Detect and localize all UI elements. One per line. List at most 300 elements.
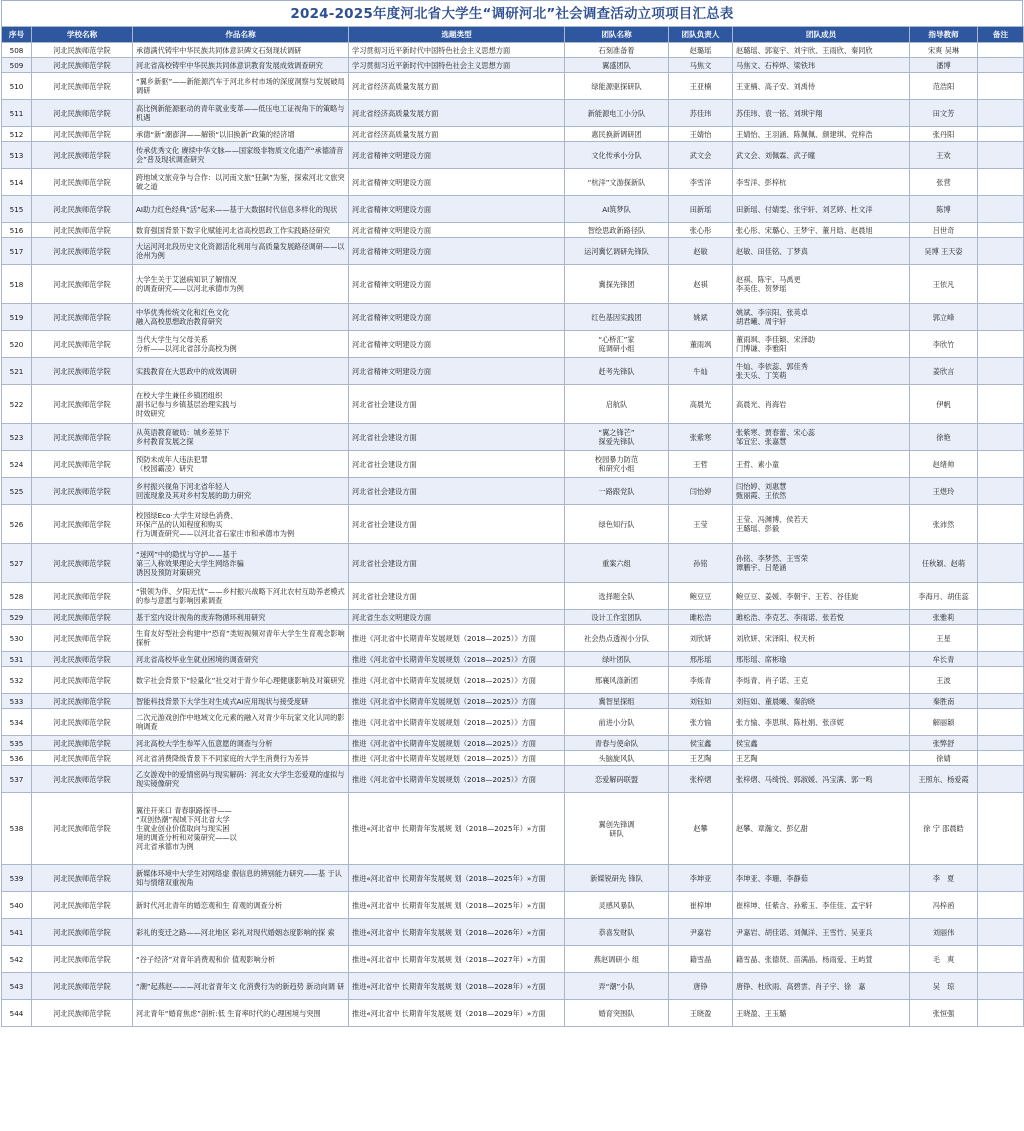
table-cell-no: 544 [2, 1000, 32, 1027]
table-cell-leader: 武文会 [669, 142, 733, 169]
table-cell-team: 重案六组 [565, 544, 669, 583]
table-cell-advisor: 张丹阳 [910, 127, 978, 142]
table-cell-work: 在校大学生兼任乡镇团组织 副书记参与乡镇基层治理实践与 时效研究 [133, 385, 349, 424]
table-cell-work: 翼往开来口 青春职路探寻—— “双创热潮”视域下河北省大学 生就业创业价值取向与现实困 境的调查分析和对策研究——以 河北省承德市为例 [133, 793, 349, 865]
table-cell-note [978, 385, 1024, 424]
table-row [2, 73, 1024, 100]
table-cell-note [978, 892, 1024, 919]
table-cell-team: 婚育突围队 [565, 1000, 669, 1027]
table-cell-leader: 王莹 [669, 505, 733, 544]
table-cell-leader: 田新瑶 [669, 196, 733, 223]
table-cell-leader: 张紫寒 [669, 424, 733, 451]
table-cell-members: 张紫寒、贾春蕾、宋心蕊 邹宜宏、张嘉慧 [733, 424, 910, 451]
table-cell-school: 河北民族师范学院 [32, 865, 133, 892]
table-cell-advisor: 吕世奇 [910, 223, 978, 238]
table-row [2, 304, 1024, 331]
table-cell-work: 数育强国背景下数字化赋能河北省高校思政工作实践路径研究 [133, 223, 349, 238]
table-cell-members: 张方愉、李思琪、陈杜娟、张彦妮 [733, 709, 910, 736]
table-cell-note [978, 169, 1024, 196]
table-cell-school: 河北民族师范学院 [32, 667, 133, 694]
table-cell-note [978, 424, 1024, 451]
table-cell-members: 鲍豆豆、姜媛、李朝宇、王若、谷佳旋 [733, 583, 910, 610]
table-cell-team: 翼创先锋调 研队 [565, 793, 669, 865]
table-cell-type: 河北省经济高质量发展方面 [349, 127, 565, 142]
table-cell-no: 525 [2, 478, 32, 505]
table-cell-note [978, 478, 1024, 505]
table-cell-members: 王婧怡、王羽涵、陈佩佩、颜建琪、党梓浩 [733, 127, 910, 142]
table-cell-no: 538 [2, 793, 32, 865]
table-cell-work: 中华优秀传统文化和红色文化 融入高校思想政治教育研究 [133, 304, 349, 331]
table-cell-team: 冀探先锋团 [565, 265, 669, 304]
table-cell-leader: 张心彤 [669, 223, 733, 238]
table-cell-leader: 李坤亚 [669, 865, 733, 892]
table-cell-advisor: 王照东、杨爱霞 [910, 766, 978, 793]
table-cell-leader: 唐铮 [669, 973, 733, 1000]
table-cell-members: 邢彤瑶、席彬瑜 [733, 652, 910, 667]
table-row [2, 424, 1024, 451]
table-cell-no: 529 [2, 610, 32, 625]
table-row [2, 751, 1024, 766]
table-cell-members: 姚斌、李宗阳、张英卓 胡君曦、周宇轩 [733, 304, 910, 331]
table-cell-type: 推进《河北省中长期青年发展规划（2018—2025）》方面 [349, 709, 565, 736]
table-title: 2024-2025年度河北省大学生“调研河北”社会调查活动立项项目汇总表 [1, 0, 1023, 26]
table-cell-members: 武文会、刘佩霖、武子曈 [733, 142, 910, 169]
table-cell-leader: 王亚楠 [669, 73, 733, 100]
table-cell-no: 521 [2, 358, 32, 385]
table-cell-advisor: 徐婧 [910, 751, 978, 766]
table-cell-members: 李坤亚、李珊、李静茹 [733, 865, 910, 892]
table-cell-school: 河北民族师范学院 [32, 196, 133, 223]
header-row [2, 27, 1024, 43]
table-cell-no: 527 [2, 544, 32, 583]
table-cell-leader: 李烁青 [669, 667, 733, 694]
table-cell-no: 522 [2, 385, 32, 424]
table-cell-type: 推进《河北省中长期青年发展规划（2018—2025）》方面 [349, 751, 565, 766]
table-cell-school: 河北民族师范学院 [32, 58, 133, 73]
table-cell-school: 河北民族师范学院 [32, 583, 133, 610]
table-row [2, 865, 1024, 892]
table-cell-leader: 王哲 [669, 451, 733, 478]
table-cell-advisor: 潘博 [910, 58, 978, 73]
table-cell-members: 侯宝鑫 [733, 736, 910, 751]
table-cell-school: 河北民族师范学院 [32, 43, 133, 58]
table-cell-members: 田新瑶、付婧雯、张宇轩、刘艺婷、杜文洋 [733, 196, 910, 223]
table-row [2, 223, 1024, 238]
table-cell-team: 石刻准备着 [565, 43, 669, 58]
header-school: 学校名称 [32, 27, 133, 43]
table-cell-leader: 侯宝鑫 [669, 736, 733, 751]
table-cell-type: 推进«河北省中 长期青年发展规 划（2018—2028年）»方面 [349, 973, 565, 1000]
table-cell-type: 河北省社会建设方面 [349, 583, 565, 610]
table-cell-team: 恭喜发财队 [565, 919, 669, 946]
table-cell-no: 519 [2, 304, 32, 331]
table-cell-advisor: 解丽颖 [910, 709, 978, 736]
table-cell-note [978, 331, 1024, 358]
table-cell-type: 推进《河北省中长期青年发展规划（2018—2025）》方面 [349, 652, 565, 667]
table-cell-work: 乡村振兴视角下河北省年轻人 回流现象及其对乡村发展的助力研究 [133, 478, 349, 505]
table-cell-advisor: 牟长青 [910, 652, 978, 667]
table-cell-leader: 高晨光 [669, 385, 733, 424]
table-cell-type: 河北省精神文明建设方面 [349, 304, 565, 331]
table-cell-school: 河北民族师范学院 [32, 973, 133, 1000]
table-cell-note [978, 43, 1024, 58]
table-cell-note [978, 238, 1024, 265]
table-cell-advisor: 张雅莉 [910, 610, 978, 625]
table-cell-work: 新时代河北青年的婚恋观和生 育观的调查分析 [133, 892, 349, 919]
table-cell-no: 536 [2, 751, 32, 766]
table-cell-note [978, 694, 1024, 709]
table-cell-members: 闫怡婷、刘惠慧 甄丽霞、王依然 [733, 478, 910, 505]
table-cell-type: 推进《河北省中长期青年发展规划（2018—2025）》方面 [349, 667, 565, 694]
table-cell-leader: 姚斌 [669, 304, 733, 331]
table-cell-work: 河北青年“婚育焦虑”剖析:低 生育率时代的心理困境与突围 [133, 1000, 349, 1027]
table-cell-members: 刘欣妍、宋泽阳、权天析 [733, 625, 910, 652]
table-cell-members: 籍雪晶、张德贤、苗满晶、杨雨爱、王屿萱 [733, 946, 910, 973]
table-cell-no: 514 [2, 169, 32, 196]
table-cell-team: 选择题全队 [565, 583, 669, 610]
table-cell-type: 河北省精神文明建设方面 [349, 238, 565, 265]
table-cell-type: 河北省精神文明建设方面 [349, 196, 565, 223]
table-cell-leader: 王晓盈 [669, 1000, 733, 1027]
table-cell-advisor: 毛 爽 [910, 946, 978, 973]
table-cell-work: 彩礼的变迁之路——河北地区 彩礼对现代婚姻态度影响的探 索 [133, 919, 349, 946]
table-cell-advisor: 徐艳 [910, 424, 978, 451]
table-cell-work: 承德满代铸牢中华民族共同体意识碑文石刻现状调研 [133, 43, 349, 58]
table-cell-no: 524 [2, 451, 32, 478]
table-cell-members: 苏佳玮、袁一铭、刘琪宇翔 [733, 100, 910, 127]
table-cell-school: 河北民族师范学院 [32, 142, 133, 169]
table-cell-team: 惠民换新调研团 [565, 127, 669, 142]
table-cell-members: 赵祺、陈宇、马禹更 李美佳、贺梦瑶 [733, 265, 910, 304]
table-cell-school: 河北民族师范学院 [32, 385, 133, 424]
table-cell-note [978, 58, 1024, 73]
table-cell-advisor: 宋爽 吴琳 [910, 43, 978, 58]
table-cell-school: 河北民族师范学院 [32, 127, 133, 142]
table-cell-advisor: 陈博 [910, 196, 978, 223]
table-cell-school: 河北民族师范学院 [32, 169, 133, 196]
table-cell-no: 526 [2, 505, 32, 544]
table-cell-work: 承德“新”潮澎湃——解锁“以旧换新”政策的经济增 [133, 127, 349, 142]
table-cell-leader: 孙铭 [669, 544, 733, 583]
table-cell-school: 河北民族师范学院 [32, 358, 133, 385]
table-cell-note [978, 544, 1024, 583]
table-cell-work: 从英语教育破局：城乡差异下 乡村教育发展之探 [133, 424, 349, 451]
table-row [2, 892, 1024, 919]
table-row [2, 1000, 1024, 1027]
table-cell-team: 运河冀忆调研先锋队 [565, 238, 669, 265]
table-cell-no: 542 [2, 946, 32, 973]
table-cell-school: 河北民族师范学院 [32, 946, 133, 973]
table-row [2, 331, 1024, 358]
table-cell-advisor: 秦胜南 [910, 694, 978, 709]
table-cell-team: 社会热点透视小分队 [565, 625, 669, 652]
table-cell-leader: 尹嘉岩 [669, 919, 733, 946]
table-cell-work: 乙女游戏中的爱情密码与现实解码：河北女大学生恋爱观的虚拟与现实镜像研究 [133, 766, 349, 793]
table-cell-type: 推进«河北省中 长期青年发展规 划（2018—2025年）»方面 [349, 865, 565, 892]
table-cell-team: 校园暴力防范 和研究小组 [565, 451, 669, 478]
table-cell-type: 河北省精神文明建设方面 [349, 142, 565, 169]
table-cell-school: 河北民族师范学院 [32, 238, 133, 265]
table-cell-note [978, 865, 1024, 892]
table-row [2, 736, 1024, 751]
table-cell-leader: 赵祺 [669, 265, 733, 304]
table-cell-work: 大运河河北段历史文化资源活化利用与高质量发展路径调研——以沧州为例 [133, 238, 349, 265]
table-cell-team: 一路跟党队 [565, 478, 669, 505]
table-row [2, 451, 1024, 478]
table-cell-no: 510 [2, 73, 32, 100]
table-cell-team: 灵感风暴队 [565, 892, 669, 919]
table-cell-leader: 李雪洋 [669, 169, 733, 196]
table-cell-members: 崔梓坤、任紫含、孙紫玉、李佳佳、孟宇轩 [733, 892, 910, 919]
table-cell-type: 推进«河北省中 长期青年发展规 划（2018—2026年）»方面 [349, 919, 565, 946]
table-cell-school: 河北民族师范学院 [32, 709, 133, 736]
table-cell-type: 推进«河北省中 长期青年发展规 划（2018—2025年）»方面 [349, 793, 565, 865]
table-cell-advisor: 徐 宁 邵晨皓 [910, 793, 978, 865]
table-cell-school: 河北民族师范学院 [32, 265, 133, 304]
table-cell-advisor: 冯梓函 [910, 892, 978, 919]
table-cell-work: 河北高校大学生参军入伍意愿的调查与分析 [133, 736, 349, 751]
table-cell-school: 河北民族师范学院 [32, 223, 133, 238]
table-cell-note [978, 625, 1024, 652]
table-cell-type: 学习贯彻习近平新时代中国特色社会主义思想方面 [349, 43, 565, 58]
table-row [2, 478, 1024, 505]
table-cell-team: 头脑旋风队 [565, 751, 669, 766]
table-cell-school: 河北民族师范学院 [32, 793, 133, 865]
table-cell-team: “心桥汇”家 庭调研小组 [565, 331, 669, 358]
table-cell-members: 李烁青、肖子诺、王克 [733, 667, 910, 694]
table-cell-team: 智绘思政新路径队 [565, 223, 669, 238]
table-cell-type: 推进«河北省中 长期青年发展规 划（2018—2029年）»方面 [349, 1000, 565, 1027]
table-cell-advisor: 王波 [910, 667, 978, 694]
table-cell-advisor: 伊帆 [910, 385, 978, 424]
table-cell-note [978, 652, 1024, 667]
table-cell-work: 预防未成年人违法犯罪 （校园霸凌）研究 [133, 451, 349, 478]
table-cell-team: 绿叶团队 [565, 652, 669, 667]
table-cell-leader: 王婧怡 [669, 127, 733, 142]
table-cell-type: 推进《河北省中长期青年发展规划（2018—2025）》方面 [349, 736, 565, 751]
table-cell-work: 基于室内设计视角的废弃物循环利用研究 [133, 610, 349, 625]
table-cell-team: 冀智星探组 [565, 694, 669, 709]
table-cell-leader: 董雨飒 [669, 331, 733, 358]
table-cell-advisor: 刘丽伟 [910, 919, 978, 946]
header-advisor: 指导教师 [910, 27, 978, 43]
table-cell-members: 赵攀、章瀚文、彭亿甜 [733, 793, 910, 865]
table-cell-team: 启航队 [565, 385, 669, 424]
table-cell-no: 528 [2, 583, 32, 610]
table-cell-members: 张梓熠、马绮悦、郭淑媛、冯宝满、郭一鸣 [733, 766, 910, 793]
header-leader: 团队负责人 [669, 27, 733, 43]
table-cell-leader: 苏佳玮 [669, 100, 733, 127]
table-cell-team: 恋爱解码联盟 [565, 766, 669, 793]
table-cell-members: 张心彤、宋璐心、王梦宇、董月晗、赵晨旭 [733, 223, 910, 238]
table-cell-note [978, 223, 1024, 238]
table-cell-work: 河北省消费降级背景下不同家庭的大学生消费行为差异 [133, 751, 349, 766]
table-cell-members: 王哲、素小童 [733, 451, 910, 478]
table-cell-type: 河北省生态文明建设方面 [349, 610, 565, 625]
table-cell-work: 河北省高校毕业生就业困境的调查研究 [133, 652, 349, 667]
table-cell-team: 新媒锐研先 锋队 [565, 865, 669, 892]
table-cell-advisor: 王欢 [910, 142, 978, 169]
table-row [2, 58, 1024, 73]
table-cell-no: 509 [2, 58, 32, 73]
header-team: 团队名称 [565, 27, 669, 43]
table-cell-type: 河北省社会建设方面 [349, 451, 565, 478]
table-cell-note [978, 667, 1024, 694]
table-cell-note [978, 709, 1024, 736]
table-cell-school: 河北民族师范学院 [32, 331, 133, 358]
table-cell-advisor: 张营 [910, 169, 978, 196]
table-cell-work: 二次元游戏创作中地域文化元素的融入对青少年玩家文化认同的影响调查 [133, 709, 349, 736]
table-cell-note [978, 946, 1024, 973]
table-cell-advisor: 王星 [910, 625, 978, 652]
table-cell-no: 512 [2, 127, 32, 142]
table-cell-leader: 牛灿 [669, 358, 733, 385]
table-row [2, 385, 1024, 424]
table-cell-note [978, 736, 1024, 751]
table-cell-leader: 张方愉 [669, 709, 733, 736]
table-cell-no: 515 [2, 196, 32, 223]
table-row [2, 358, 1024, 385]
table-cell-no: 511 [2, 100, 32, 127]
table-cell-team: 弄“潮”小队 [565, 973, 669, 1000]
table-cell-note [978, 766, 1024, 793]
table-cell-advisor: 张沛然 [910, 505, 978, 544]
table-cell-members: 唐铮、杜欣雨、高碧雲、肖子宇、徐 嘉 [733, 973, 910, 1000]
table-cell-team: 燕赵调研小 组 [565, 946, 669, 973]
table-cell-no: 533 [2, 694, 32, 709]
table-cell-no: 516 [2, 223, 32, 238]
table-cell-school: 河北民族师范学院 [32, 751, 133, 766]
table-cell-advisor: 张弊舒 [910, 736, 978, 751]
table-cell-team: “杭洋”文游探新队 [565, 169, 669, 196]
table-cell-work: “翼乡新驱”——新能源汽车于河北乡村市场的深度洞察与发展破局调研 [133, 73, 349, 100]
table-cell-work: 高比例新能源驱动的青年就业变革——低压电工证视角下的策略与机遇 [133, 100, 349, 127]
table-cell-note [978, 127, 1024, 142]
table-cell-note [978, 451, 1024, 478]
table-cell-work: 河北省高校铸牢中华民族共同体意识教育发展成效调查研究 [133, 58, 349, 73]
header-type: 选题类型 [349, 27, 565, 43]
table-row [2, 610, 1024, 625]
table-cell-school: 河北民族师范学院 [32, 892, 133, 919]
table-cell-team: 前进小分队 [565, 709, 669, 736]
table-cell-members: 雎松浩、李克艺、李雨诺、张若悦 [733, 610, 910, 625]
table-cell-note [978, 583, 1024, 610]
table-cell-leader: 籍雪晶 [669, 946, 733, 973]
table-cell-type: 河北省精神文明建设方面 [349, 358, 565, 385]
table-cell-team: 赶考先锋队 [565, 358, 669, 385]
table-cell-members: 牛灿、李依蕊、郭佳秀 张天乐、丁笑萌 [733, 358, 910, 385]
table-cell-note [978, 304, 1024, 331]
table-cell-no: 532 [2, 667, 32, 694]
table-row [2, 265, 1024, 304]
table-cell-note [978, 265, 1024, 304]
table-row [2, 766, 1024, 793]
table-cell-no: 543 [2, 973, 32, 1000]
table-cell-note [978, 751, 1024, 766]
table-row [2, 544, 1024, 583]
table-cell-leader: 刘钰如 [669, 694, 733, 709]
table-cell-no: 517 [2, 238, 32, 265]
table-cell-members: 尹嘉岩、胡佳诺、刘佩洋、王雪竹、吴亚兵 [733, 919, 910, 946]
table-cell-advisor: 姜欣言 [910, 358, 978, 385]
table-cell-note [978, 919, 1024, 946]
table-cell-school: 河北民族师范学院 [32, 544, 133, 583]
table-cell-school: 河北民族师范学院 [32, 736, 133, 751]
table-cell-no: 513 [2, 142, 32, 169]
table-cell-members: 王亚楠、高子安、刘禹侍 [733, 73, 910, 100]
table-cell-members: 王艺陶 [733, 751, 910, 766]
table-cell-no: 540 [2, 892, 32, 919]
table-cell-type: 学习贯彻习近平新时代中国特色社会主义思想方面 [349, 58, 565, 73]
table-cell-school: 河北民族师范学院 [32, 304, 133, 331]
table-cell-advisor: 王依凡 [910, 265, 978, 304]
table-cell-advisor: 张恒强 [910, 1000, 978, 1027]
table-cell-work: 校园绿Eco·大学生对绿色消费、 环保产品的认知程度和购买 行为调查研究——以河北省石家庄市和承德市为例 [133, 505, 349, 544]
table-cell-advisor: 郭立峰 [910, 304, 978, 331]
table-row [2, 625, 1024, 652]
table-cell-school: 河北民族师范学院 [32, 505, 133, 544]
table-cell-work: 智能科技背景下大学生对生成式AI应用现状与接受度研 [133, 694, 349, 709]
table-row [2, 919, 1024, 946]
table-cell-note [978, 358, 1024, 385]
table-row [2, 100, 1024, 127]
table-cell-no: 535 [2, 736, 32, 751]
table-cell-team: 绿能源驱探研队 [565, 73, 669, 100]
table-cell-leader: 赵璐瑶 [669, 43, 733, 58]
table-row [2, 505, 1024, 544]
table-cell-type: 河北省社会建设方面 [349, 478, 565, 505]
table-cell-school: 河北民族师范学院 [32, 1000, 133, 1027]
table-cell-type: 推进«河北省中 长期青年发展规 划（2018—2025年）»方面 [349, 892, 565, 919]
table-cell-leader: 雎松浩 [669, 610, 733, 625]
table-cell-leader: 闫怡婷 [669, 478, 733, 505]
table-cell-type: 河北省经济高质量发展方面 [349, 73, 565, 100]
table-cell-members: 李雪洋、彭梓杭 [733, 169, 910, 196]
table-cell-members: 赵璐瑶、郭宴宇、刘宇欣、王雨欣、秦同欣 [733, 43, 910, 58]
table-cell-type: 河北省经济高质量发展方面 [349, 100, 565, 127]
table-cell-leader: 邢彤瑶 [669, 652, 733, 667]
table-cell-work: 跨地域文旅竞争与合作：以河南文旅“狂飙”为鉴，探索河北文旅突破之道 [133, 169, 349, 196]
table-cell-type: 推进«河北省中 长期青年发展规 划（2018—2027年）»方面 [349, 946, 565, 973]
table-cell-members: 董雨飒、李佳颖、宋泽助 门博谦、李雅阳 [733, 331, 910, 358]
table-cell-advisor: 王煜玲 [910, 478, 978, 505]
table-cell-advisor: 吴 琼 [910, 973, 978, 1000]
table-cell-school: 河北民族师范学院 [32, 766, 133, 793]
table-cell-advisor: 任秋颖、赵萌 [910, 544, 978, 583]
table-cell-type: 河北省精神文明建设方面 [349, 265, 565, 304]
table-row [2, 583, 1024, 610]
table-cell-work: 新媒体环境中大学生对网络虚 假信息的辨别能力研究——基 于认知与情绪双重视角 [133, 865, 349, 892]
table-cell-type: 河北省精神文明建设方面 [349, 331, 565, 358]
table-row [2, 973, 1024, 1000]
table-body [2, 43, 1024, 1027]
table-cell-team: 新能源电工小分队 [565, 100, 669, 127]
table-cell-team: 红色基因实践团 [565, 304, 669, 331]
table-cell-no: 520 [2, 331, 32, 358]
table-cell-work: “潮”起燕赵———河北省青年文 化消费行为的新趋势 新动向调 研 [133, 973, 349, 1000]
table-cell-work: “银领为伴、夕阳无忧”——乡村振兴战略下河北农村互助养老模式的参与意愿与影响因素调查 [133, 583, 349, 610]
table-cell-school: 河北民族师范学院 [32, 625, 133, 652]
table-cell-advisor: 吴博 王天姿 [910, 238, 978, 265]
table-cell-note [978, 73, 1024, 100]
table-cell-note [978, 505, 1024, 544]
table-cell-no: 539 [2, 865, 32, 892]
table-cell-leader: 王艺陶 [669, 751, 733, 766]
table-row [2, 694, 1024, 709]
table-cell-school: 河北民族师范学院 [32, 919, 133, 946]
table-cell-no: 523 [2, 424, 32, 451]
table-cell-note [978, 793, 1024, 865]
